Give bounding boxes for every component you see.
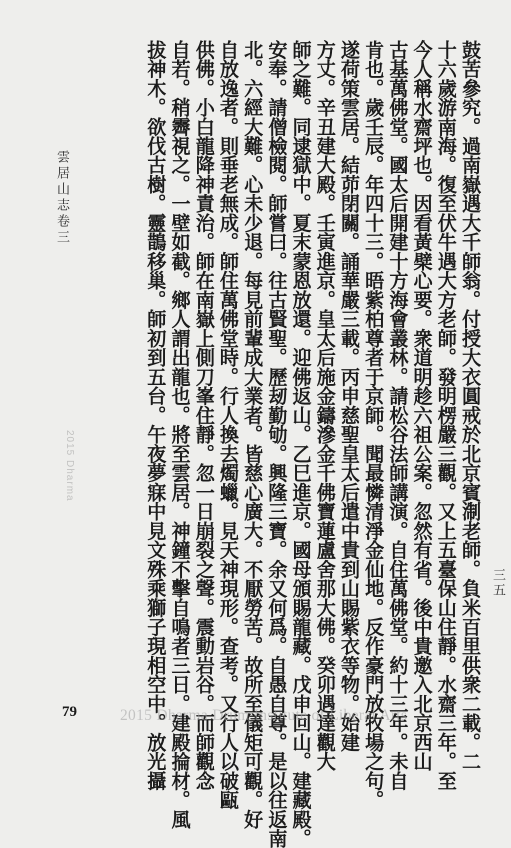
text-column: 方丈。辛丑建大殿。壬寅進京。皇太后施金鑄滲金千佛寶蓮盧舍那大佛。癸卯遇達觀大	[313, 40, 337, 772]
text-column: 自放逸者。則垂老無成。師住萬佛堂時。行人換去燭蠟。見天神現形。查考。又行人以破甌	[216, 40, 240, 810]
text-column: 古基萬佛堂。國太后開建十方海會叢林。請松谷法師講演。自住萬佛堂。約十三年。未自	[386, 40, 410, 791]
text-column: 十六歲游南海。復至伏牛遇大方老師。發明楞嚴三觀。又上五臺保山住靜。水齋三年。至	[434, 40, 458, 791]
text-column: 拔神木。欲伐古樹。靈鵲移巢。師初到五台。午夜夢寐中見文殊乘獅子現相空中。放光攝	[144, 40, 168, 791]
volume-label: 卷三	[54, 214, 69, 246]
watermark-footer: 2015 Dharma Drum Institute of Liberal Arts	[120, 707, 408, 724]
text-column: 鼓苦參究。過南嶽遇大千師翁。付授大衣圓戒於北京賓淛老師。負米百里供衆二載。二	[459, 40, 482, 772]
text-column: 今人稱水齋坪也。因看黃檗心要。衆道明趁六祖公案。忽然有省。後中貴邀入北京西山	[410, 40, 434, 772]
text-column: 供佛。小白龍降神責治。師在南嶽上側刀峯住靜。忽一日崩裂之聲。震動岩谷。而師觀念	[192, 40, 216, 791]
text-column: 師之難。同逮獄中。夏末蒙恩放還。迎佛返山。乙巳進京。國母頒賜龍藏。戊申回山。建藏殿。	[289, 40, 313, 848]
text-column: 遂荷策雲居。結茆閉關。誦華嚴三載。丙申慈聖皇太后遣中貴到山賜紫衣等物。始建	[337, 40, 361, 752]
book-title: 雲居山志	[54, 150, 69, 214]
text-column: 安奉。請僧檢閱。師嘗曰。往古賢聖。歷刼勤劬。興隆三寶。余又何爲。自愚自尊。是以往返南	[265, 40, 289, 848]
text-column: 肯也。歲壬辰。年四十三。晤紫柏尊者于京師。聞最憐清淨金仙地。反作豪門放牧場之句。	[362, 40, 386, 810]
chinese-folio-number: 三五	[490, 568, 505, 598]
text-column: 北。六經大難。心未少退。每見前輩成大業者。皆慈心廣大。不厭勞苦。故所至儀矩可觀。好	[241, 40, 265, 829]
text-column: 自若。稍霽視之。一壁如截。鄉人謂出龍也。將至雲居。神鐘不擊自鳴者三日。建殿掄材。風	[168, 40, 192, 829]
watermark-margin: 2015 Dharma	[64, 430, 75, 502]
page-number: 79	[62, 704, 77, 720]
